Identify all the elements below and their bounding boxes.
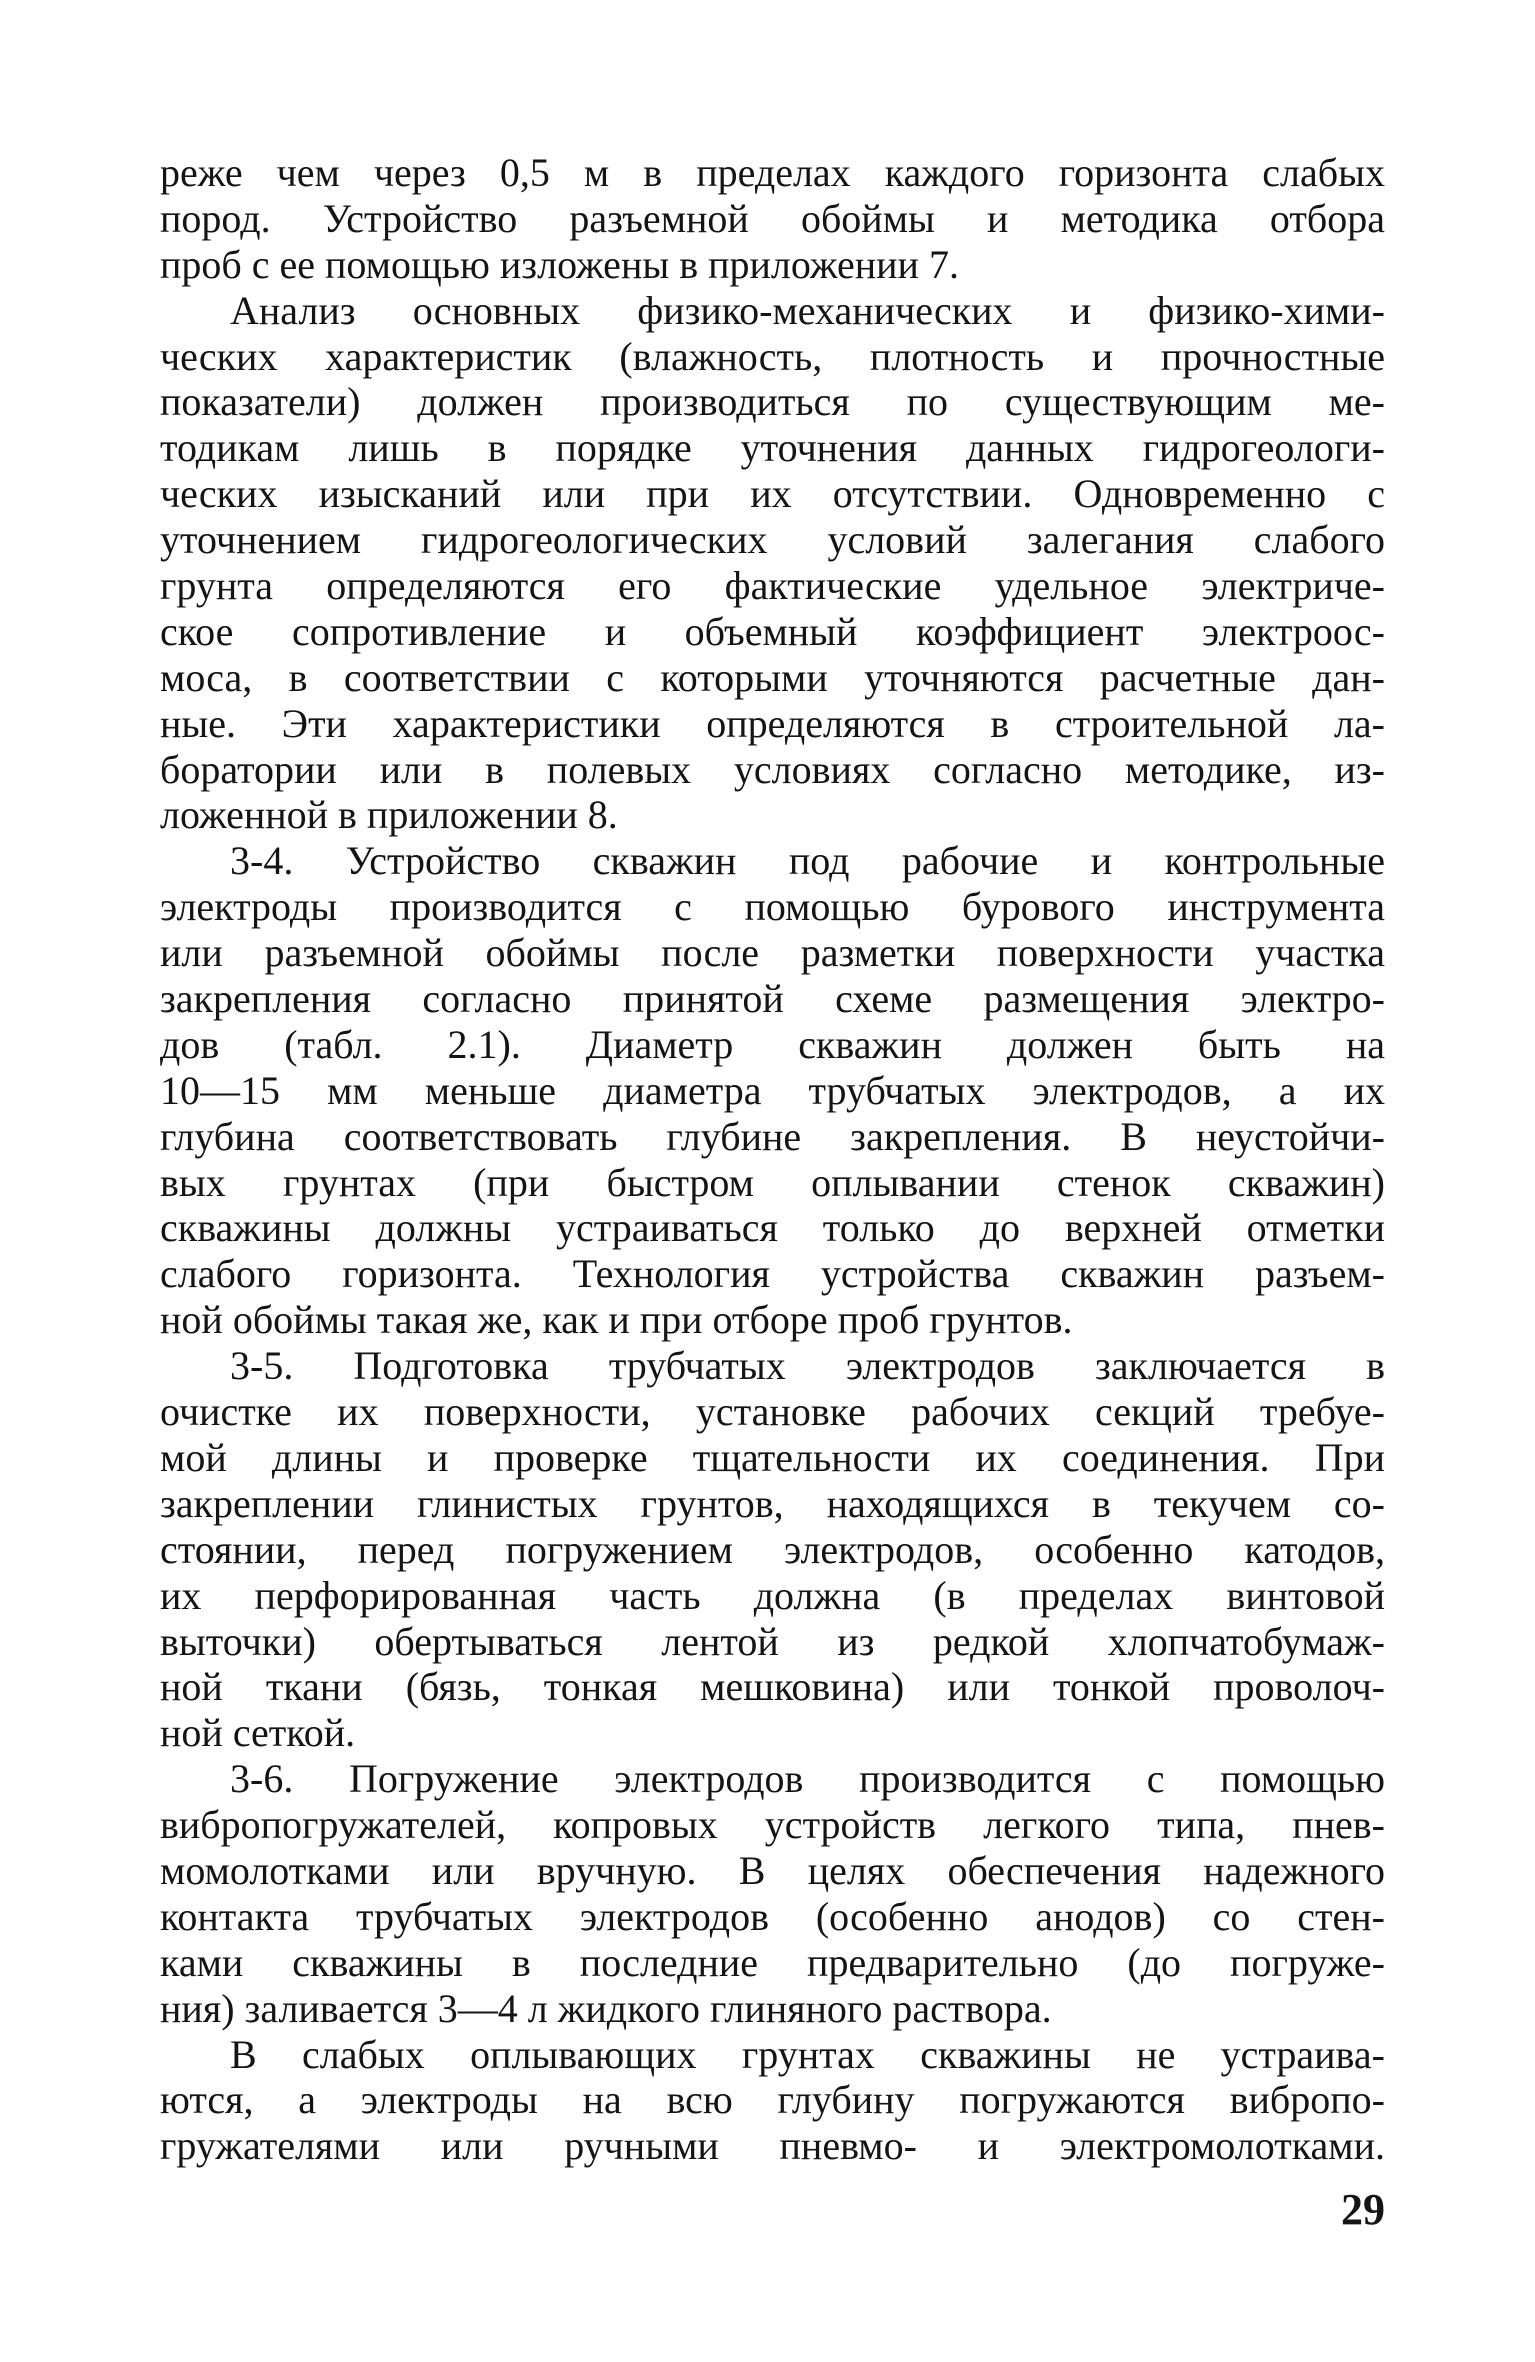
text-line: 3-5. Подготовка трубчатых электродов заключается в <box>230 1343 1385 1389</box>
page-number: 29 <box>1341 2185 1385 2234</box>
text-line: тодикам лишь в порядке уточнения данных гидрогеологи- <box>160 425 1385 471</box>
paragraph-2 <box>160 288 1385 839</box>
text-line: очистке их поверхности, установке рабочих секций требуе- <box>160 1389 1385 1435</box>
paragraph-1 <box>160 150 1385 288</box>
text-line: реже чем через 0,5 м в пределах каждого горизонта слабых <box>160 150 1385 195</box>
text-line: ной обоймы такая же, как и при отборе проб грунтов. <box>160 1297 1073 1343</box>
text-line: пород. Устройство разъемной обоймы и методика отбора <box>160 195 1385 241</box>
text-line: ния) заливается 3—4 л жидкого глиняного раствора. <box>160 1985 1052 2031</box>
text-line: 3-6. Погружение электродов производится с помощью <box>230 1756 1385 1802</box>
text-line: уточнением гидрогеологических условий залегания слабого <box>160 517 1385 563</box>
text-line: Анализ основных физико-механических и физико-хими- <box>230 287 1385 333</box>
text-line: глубина соответствовать глубине закрепления. В неустойчи- <box>160 1113 1385 1159</box>
text-line: гружателями или ручными пневмо- и электромолотками. <box>160 2123 1385 2169</box>
text-line: стоянии, перед погружением электродов, особенно катодов, <box>160 1526 1385 1572</box>
text-line: показатели) должен производиться по существующим ме- <box>160 379 1385 425</box>
paragraph-3-4 <box>160 838 1385 1343</box>
text-line: грунта определяются его фактические удельное электриче- <box>160 563 1385 609</box>
text-line: 3-4. Устройство скважин под рабочие и контрольные <box>230 838 1385 884</box>
text-line: закреплении глинистых грунтов, находящихся в текучем со- <box>160 1480 1385 1526</box>
text-line: ной ткани (бязь, тонкая мешковина) или тонкой проволоч- <box>160 1664 1385 1710</box>
text-line: 10—15 мм меньше диаметра трубчатых электродов, а их <box>160 1067 1385 1113</box>
text-line: ются, а электроды на всю глубину погружаются вибропо- <box>160 2077 1385 2123</box>
text-line: боратории или в полевых условиях согласно методике, из- <box>160 746 1385 792</box>
text-line: В слабых оплывающих грунтах скважины не устраива- <box>230 2031 1385 2077</box>
text-line: ной сеткой. <box>160 1710 356 1756</box>
text-line: проб с ее помощью изложены в приложении 7. <box>160 241 959 287</box>
text-line: скважины должны устраиваться только до верхней отметки <box>160 1205 1385 1251</box>
text-line: слабого горизонта. Технология устройства скважин разъем- <box>160 1251 1385 1297</box>
text-line: их перфорированная часть должна (в пределах винтовой <box>160 1572 1385 1618</box>
paragraph-3-6 <box>160 1756 1385 2031</box>
text-line: моса, в соответствии с которыми уточняются расчетные дан- <box>160 654 1385 700</box>
text-line: ные. Эти характеристики определяются в строительной ла- <box>160 700 1385 746</box>
text-line: ческих характеристик (влажность, плотность и прочностные <box>160 333 1385 379</box>
text-line: вибропогружателей, копровых устройств легкого типа, пнев- <box>160 1802 1385 1848</box>
text-line: ческих изысканий или при их отсутствии. Одновременно с <box>160 471 1385 517</box>
paragraph-final <box>160 2032 1385 2170</box>
text-line: ложенной в приложении 8. <box>160 792 618 838</box>
text-line: ское сопротивление и объемный коэффициент электроос- <box>160 608 1385 654</box>
text-line: или разъемной обоймы после разметки поверхности участка <box>160 930 1385 976</box>
text-line: мой длины и проверке тщательности их соединения. При <box>160 1434 1385 1480</box>
text-line: ками скважины в последние предварительно (до погруже- <box>160 1939 1385 1985</box>
page-body <box>160 150 1385 2169</box>
text-line: вых грунтах (при быстром оплывании стенок скважин) <box>160 1159 1385 1205</box>
text-line: дов (табл. 2.1). Диаметр скважин должен быть на <box>160 1021 1385 1067</box>
text-line: момолотками или вручную. В целях обеспечения надежного <box>160 1847 1385 1893</box>
text-line: контакта трубчатых электродов (особенно анодов) со стен- <box>160 1893 1385 1939</box>
text-line: выточки) обертываться лентой из редкой хлопчатобумаж- <box>160 1618 1385 1664</box>
text-line: электроды производится с помощью бурового инструмента <box>160 884 1385 930</box>
paragraph-3-5 <box>160 1343 1385 1756</box>
text-line: закрепления согласно принятой схеме размещения электро- <box>160 976 1385 1022</box>
